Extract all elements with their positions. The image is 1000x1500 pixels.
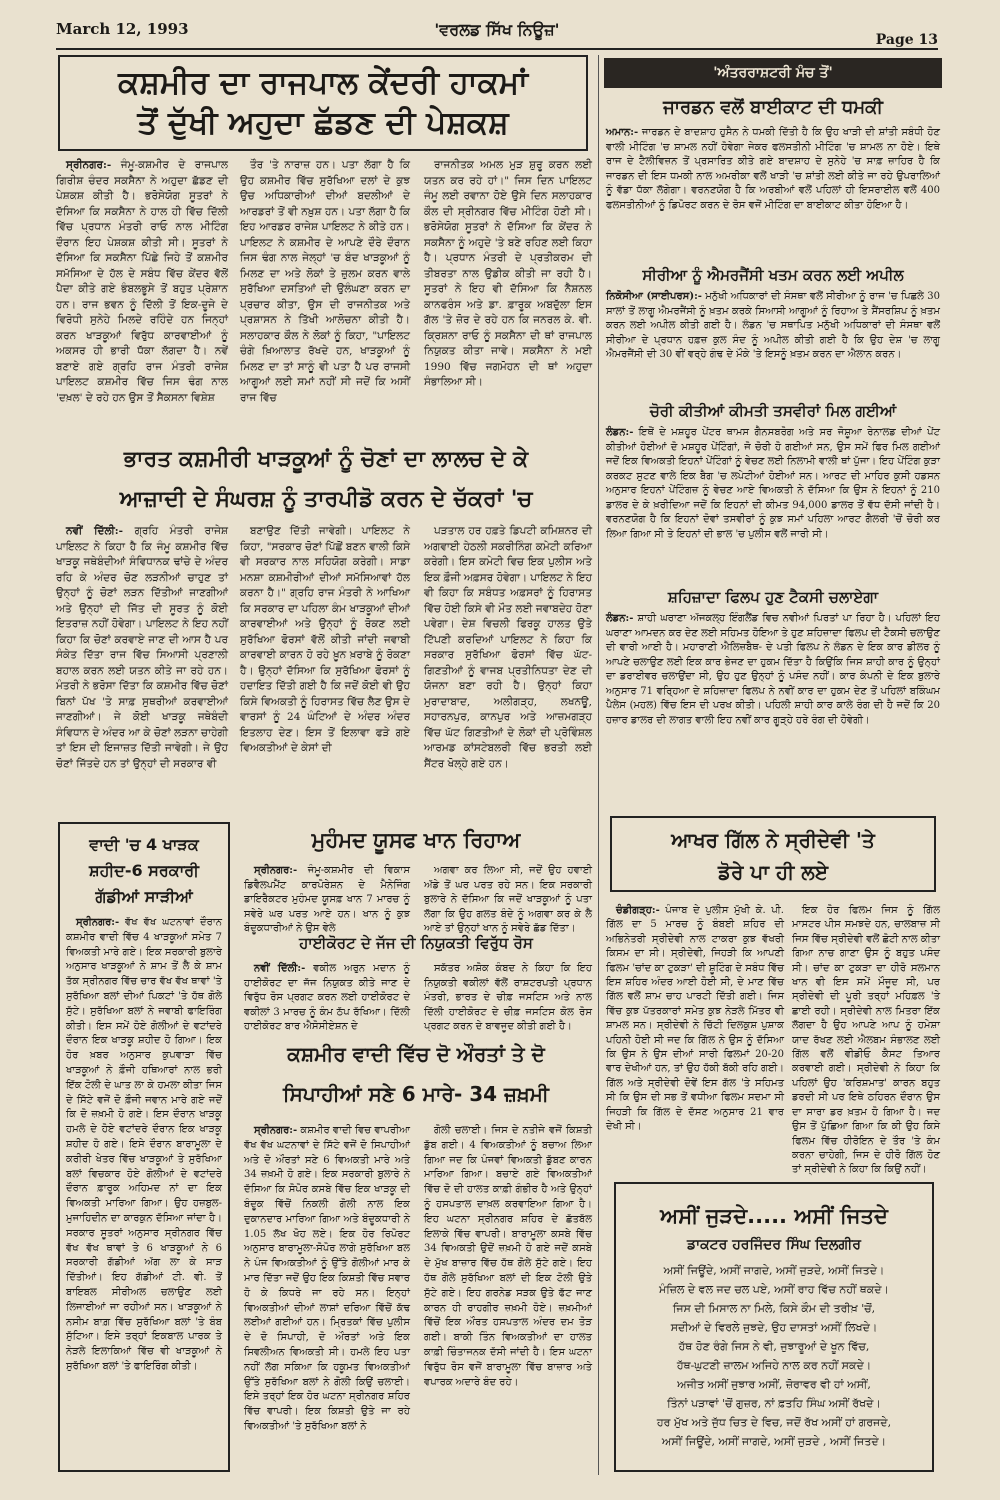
syria-dateline: ਨਿਕੋਸੀਆ (ਸਾਈਪਰਸ):- <box>606 291 702 302</box>
women-dateline: ਸ੍ਰੀਨਗਰ:- <box>254 1125 298 1136</box>
jordan-text: ਜਾਰਡਨ ਦੇ ਬਾਦਸ਼ਾਹ ਹੁਸੈਨ ਨੇ ਧਮਕੀ ਦਿੱਤੀ ਹੈ ਕਿ ਉਹ ਖਾੜੀ ਦੀ ਸ਼ਾਂਤੀ ਸਬੰਧੀ ਹੋਣ ਵਾਲੀ ਮੀਟਿੰਗ 'ਚ ਸ਼ਾਮਲ ਨਹੀਂ ਹੋਵੇਗਾ ਜੇਕਰ ਫਲਸਤੀਨੀ ਮੀਟਿੰਗ 'ਚ ਸ਼ਾਮਲ ਨਾ ਹੋਏ। ਇਥੇ ਰਾਜ ਦੇ ਟੈਲੀਵਿਜ਼ਨ ਤੋਂ ਪ੍ਰਸਾਰਿਤ ਕੀਤੇ ਗਏ ਬਾਦਸ਼ਾਹ ਦੇ ਸੁਨੇਹੇ 'ਚ ਸਾਫ਼ ਜ਼ਾਹਿਰ ਹੈ ਕਿ ਜਾਰਡਨ ਦੀ ਇਸ ਧਮਕੀ ਨਾਲ ਅਮਰੀਕਾ ਵਲੋਂ ਖਾੜੀ 'ਚ ਸ਼ਾਂਤੀ ਲਈ ਕੀਤੇ ਜਾ ਰਹੇ ਉਪਰਾਲਿਆਂ ਨੂੰ ਵੱਡਾ ਧੱਕਾ ਲੱਗੇਗਾ। ਵਰਨਣਯੋਗ ਹੈ ਕਿ ਅਰਬੀਆਂ ਵਲੋਂ ਪਹਿਲਾਂ ਹੀ ਇਸਰਾਈਲ ਵਲੋਂ 400 ਫਲਸਤੀਨੀਆਂ ਨੂੰ ਡਿਪੋਰਟ ਕਰਨ ਦੇ ਰੋਸ ਵਜੋਂ ਮੀਟਿੰਗ ਦਾ ਬਾਈਕਾਟ ਕੀਤਾ ਹੋਇਆ ਹੈ। <box>606 127 940 211</box>
yusuf-col-2 <box>424 864 592 934</box>
story2-text-1: ਗ੍ਰਹਿ ਮੰਤਰੀ ਰਾਜੇਸ਼ ਪਾਇਲਟ ਨੇ ਕਿਹਾ ਹੈ ਕਿ ਜੰਮੂ ਕਸ਼ਮੀਰ ਵਿੱਚ ਖਾੜਕੂ ਜਥੇਬੰਦੀਆਂ ਸੰਵਿਧਾਨਕ ਢਾਂਚੇ ਦੇ ਅੰਦਰ ਰਹਿ ਕੇ ਅੰਦਰ ਚੋਣ ਲੜਨੀਆਂ ਚਾਹੁਣ ਤਾਂ ਉਨ੍ਹਾਂ ਨੂੰ ਚੋਣਾਂ ਲੜਨ ਦਿੱਤੀਆਂ ਜਾਣਗੀਆਂ ਅਤੇ ਉਨ੍ਹਾਂ ਦੀ ਜਿੱਤ ਦੀ ਸੂਰਤ ਨੂੰ ਕੋਈ ਇਤਰਾਜ਼ ਨਹੀਂ ਹੋਵੇਗਾ। ਪਾਇਲਟ ਨੇ ਇਹ ਨਹੀਂ ਕਿਹਾ ਕਿ ਚੋਣਾਂ ਕਰਵਾਏ ਜਾਣ ਦੀ ਆਸ ਹੈ ਪਰ ਸੰਕੇਤ ਦਿੱਤਾ ਰਾਜ ਵਿੱਚ ਸਿਆਸੀ ਪ੍ਰਣਾਲੀ ਬਹਾਲ ਕਰਨ ਲਈ ਯਤਨ ਕੀਤੇ ਜਾ ਰਹੇ ਹਨ। ਮੰਤਰੀ ਨੇ ਭਰੋਸਾ ਦਿੱਤਾ ਕਿ ਕਸ਼ਮੀਰ ਵਿੱਚ ਚੋਣਾਂ ਬਿਨਾਂ ਪੱਖ 'ਤੇ ਸਾਫ਼ ਸੁਥਰੀਆਂ ਕਰਵਾਈਆਂ ਜਾਣਗੀਆਂ। ਜੇ ਕੋਈ ਖਾੜਕੂ ਜਥੇਬੰਦੀ ਸੰਵਿਧਾਨ ਦੇ ਅੰਦਰ ਆ ਕੇ ਚੋਣਾਂ ਲੜਨਾ ਚਾਹੇਗੀ ਤਾਂ ਇਸ ਦੀ ਇਜਾਜ਼ਤ ਦਿੱਤੀ ਜਾਵੇਗੀ। ਜੇ ਉਹ ਚੋਣਾਂ ਜਿੱਤਦੇ ਹਨ ਤਾਂ ਉਨ੍ਹਾਂ ਦੀ ਸਰਕਾਰ ਵੀ <box>56 525 228 770</box>
issue-date: March 12, 1993 <box>56 20 189 38</box>
story2-text-3: ਪੜਤਾਲ ਹਰ ਹਫ਼ਤੇ ਡਿਪਟੀ ਕਮਿਸ਼ਨਰ ਦੀ ਅਗਵਾਈ ਹੇਠਲੀ ਸਕਰੀਨਿੰਗ ਕਮੇਟੀ ਕਰਿਆ ਕਰੇਗੀ। ਇਸ ਕਮੇਟੀ ਵਿਚ ਇਕ ਪੁਲੀਸ ਅਤੇ ਇਕ ਫ਼ੌਜੀ ਅਫ਼ਸਰ ਹੋਵੇਗਾ। ਪਾਇਲਟ ਨੇ ਇਹ ਵੀ ਕਿਹਾ ਕਿ ਸਬੰਧਤ ਅਫ਼ਸਰਾਂ ਨੂੰ ਹਿਰਾਸਤ ਵਿੱਚ ਹੋਈ ਕਿਸੇ ਵੀ ਮੌਤ ਲਈ ਜਵਾਬਦੇਹ ਹੋਣਾ ਪਵੇਗਾ। ਦੇਸ਼ ਵਿਚਲੀ ਫਿਰਕੂ ਹਾਲਤ ਉਤੇ ਟਿੱਪਣੀ ਕਰਦਿਆਂ ਪਾਇਲਟ ਨੇ ਕਿਹਾ ਕਿ ਸਰਕਾਰ ਸੁਰੱਖਿਆ ਫੋਰਸਾਂ ਵਿੱਚ ਘੱਟ-ਗਿਣਤੀਆਂ ਨੂੰ ਵਾਜਬ ਪ੍ਰਤੀਨਿਧਤਾ ਦੇਣ ਦੀ ਯੋਜਨਾ ਬਣਾ ਰਹੀ ਹੈ। ਉਨ੍ਹਾਂ ਕਿਹਾ ਮੁਰਾਦਾਬਾਦ, ਅਲੀਗੜ੍ਹ, ਲਖਨਊ, ਸਹਾਰਨਪੁਰ, ਕਾਨਪੁਰ ਅਤੇ ਆਜ਼ਮਗੜ੍ਹ ਵਿੱਚ ਘੱਟ ਗਿਣਤੀਆਂ ਦੇ ਲੋਕਾਂ ਦੀ ਪ੍ਰੋਵਿੰਸ਼ਲ ਆਰਮਡ ਕਾਂਸਟੇਬਲਰੀ ਵਿੱਚ ਭਰਤੀ ਲਈ ਸੈਂਟਰ ਖੋਲ੍ਹੇ ਗਏ ਹਨ। <box>424 525 592 770</box>
gill-text-2: ਇਕ ਹੋਰ ਫਿਲਮ ਜਿਸ ਨੂੰ ਗਿੱਲ ਮਾਸਟਰ ਪੀਸ ਸਮਝਦੇ ਹਨ, ਚਾਲਬਾਜ਼ ਸੀ ਜਿਸ ਵਿੱਚ ਸ੍ਰੀਦੇਵੀ ਵਲੋਂ ਛੋਟੀ ਨਾਲ ਕੀਤਾ ਗਿਆ ਨਾਚ ਗਾਣਾ ਉਸ ਨੂੰ ਬਹੁਤ ਪਸੰਦ ਸੀ। ਚਾਂਦ ਕਾ ਟੁਕੜਾ ਦਾ ਹੀਰੋ ਸਲਮਾਨ ਖਾਨ ਵੀ ਇਸ ਸਮੇਂ ਮੌਜੂਦ ਸੀ, ਪਰ ਸ੍ਰੀਦੇਵੀ ਦੀ ਪੂਰੀ ਤਰ੍ਹਾਂ ਮਹਿਫ਼ਲ 'ਤੇ ਛਾਈ ਰਹੀ। ਸ੍ਰੀਦੇਵੀ ਨਾਲ ਮਿਤਰਾ ਇੱਕ ਲੱਗਦਾ ਹੈ ਉਹ ਆਪਣੇ ਆਪ ਨੂੰ ਹਮੇਸ਼ਾ ਯਾਦ ਰੱਖਣ ਲਈ ਐਲਬਮ ਸੰਭਾਲਣ ਲਈ ਗਿੱਲ ਵਲੋਂ ਵੀਡੀਓ ਕੈਸਟ ਤਿਆਰ ਕਰਵਾਈ ਗਈ। ਸ੍ਰੀਦੇਵੀ ਨੇ ਕਿਹਾ ਕਿ ਪਹਿਲਾਂ ਉਹ 'ਕਰਿਸ਼ਮਾਤ' ਕਾਰਨ ਬਹੁਤ ਡਰਦੀ ਸੀ ਪਰ ਇਥੇ ਠਹਿਰਨ ਦੌਰਾਨ ਉਸ ਦਾ ਸਾਰਾ ਡਰ ਖ਼ਤਮ ਹੋ ਗਿਆ ਹੈ। ਜਦ ਉਸ ਤੋਂ ਪੁੱਛਿਆ ਗਿਆ ਕਿ ਕੀ ਉਹ ਕਿਸੇ ਫਿਲਮ ਵਿੱਚ ਹੀਰੋਇਨ ਦੇ ਤੌਰ 'ਤੇ ਕੰਮ ਕਰਨਾ ਚਾਹੇਗੀ, ਜਿਸ ਦੇ ਹੀਰੋ ਗਿੱਲ ਹੋਣ ਤਾਂ ਸ੍ਰੀਦੇਵੀ ਨੇ ਕਿਹਾ ਕਿ ਕਿਉਂ ਨਹੀਂ। <box>792 905 940 1176</box>
paintings-text: ਇਥੋਂ ਦੇ ਮਸ਼ਹੂਰ ਪੇਂਟਰ ਥਾਮਸ ਗੈਨਸਬਰੋਗ ਅਤੇ ਸਰ ਜੋਸ਼ੂਆ ਰੇਨਾਲਡ ਦੀਆਂ ਪੇਂਟ ਕੀਤੀਆਂ ਹੋਈਆਂ ਦੋ ਮਸ਼ਹੂਰ ਪੇਂਟਿੰਗਾਂ, ਜੋ ਚੋਰੀ ਹੋ ਗਈਆਂ ਸਨ, ਉਸ ਸਮੇਂ ਫਿਰ ਮਿਲ ਗਈਆਂ ਜਦੋਂ ਇਕ ਵਿਅਕਤੀ ਇਹਨਾਂ ਪੇਂਟਿੰਗਾਂ ਨੂੰ ਵੇਚਣ ਲਈ ਨਿਲਾਮੀ ਵਾਲੀ ਥਾਂ ਪੁੱਜਾ। ਇਹ ਪੇਂਟਿੰਗ ਕੁੜਾ ਕਰਕਟ ਸੁਟਣ ਵਾਲੇ ਇਕ ਬੈਗ 'ਚ ਲਪੇਟੀਆਂ ਹੋਈਆਂ ਸਨ। ਆਰਟ ਦੀ ਮਾਹਿਰ ਕੁਸੀ ਹਡਸਨ ਅਨੁਸਾਰ ਇਹਨਾਂ ਪੇਂਟਿੰਗਜ਼ ਨੂੰ ਵੇਚਣ ਆਏ ਵਿਅਕਤੀ ਨੇ ਦੱਸਿਆ ਕਿ ਉਸ ਨੇ ਇਹਨਾਂ ਨੂੰ 210 ਡਾਲਰ ਦੇ ਕੇ ਖ਼ਰੀਦਿਆ ਜਦੋਂ ਕਿ ਇਹਨਾਂ ਦੀ ਕੀਮਤ 94,000 ਡਾਲਰ ਤੋਂ ਵੱਧ ਦੱਸੀ ਜਾਂਦੀ ਹੈ। ਵਰਨਣਯੋਗ ਹੈ ਕਿ ਇਹਨਾਂ ਦੋਵਾਂ ਤਸਵੀਰਾਂ ਨੂੰ ਕੁਝ ਸਮਾਂ ਪਹਿਲਾ ਆਰਟ ਗੈਲਰੀ 'ਚੋਂ ਚੋਰੀ ਕਰ ਲਿਆ ਗਿਆ ਸੀ ਤੇ ਇਹਨਾਂ ਦੀ ਭਾਲ 'ਚ ਪੁਲੀਸ ਵਲੋਂ ਜਾਰੀ ਸੀ। <box>606 427 940 540</box>
lead-dateline: ਸ੍ਰੀਨਗਰ:- <box>66 159 112 171</box>
syria-text: ਮਨੁੱਖੀ ਅਧਿਕਾਰਾਂ ਦੀ ਸੰਸਥਾ ਵਲੋਂ ਸੀਰੀਆ ਨੂੰ ਰਾਜ 'ਚ ਪਿਛਲੇ 30 ਸਾਲਾਂ ਤੋਂ ਲਾਗੂ ਐਮਰਜੈਂਸੀ ਨੂੰ ਖ਼ਤਮ ਕਰਕੇ ਸਿਆਸੀ ਆਗੂਆਂ ਨੂੰ ਰਿਹਾਅ ਤੇ ਸੈਂਸਰਸ਼ਿਪ ਨੂੰ ਖ਼ਤਮ ਕਰਨ ਲਈ ਅਪੀਲ ਕੀਤੀ ਗਈ ਹੈ। ਲੰਡਨ 'ਚ ਸਥਾਪਿਤ ਮਨੁੱਖੀ ਅਧਿਕਾਰਾਂ ਦੀ ਸੰਸਥਾ ਵਲੋਂ ਸੀਰੀਆ ਦੇ ਪ੍ਰਧਾਨ ਹਫ਼ਜ਼ ਕੁਲ ਸੰਦ ਨੂੰ ਅਪੀਲ ਕੀਤੀ ਗਈ ਹੈ ਕਿ ਉਹ ਦੇਸ਼ 'ਚ ਲਾਗੂ ਐਮਰਜੈਂਸੀ ਦੀ 30 ਵੀਂ ਵਰ੍ਹੇ ਗੰਢ ਦੇ ਮੌਕੇ 'ਤੇ ਇਸਨੂੰ ਖ਼ਤਮ ਕਰਨ ਦਾ ਐਲਾਨ ਕਰਨ। <box>606 291 940 360</box>
paintings-dateline: ਲੰਡਨ:- <box>606 427 634 438</box>
prince-text: ਸ਼ਾਹੀ ਘਰਾਣਾ ਅੱਜਕਲ੍ਹ ਇੰਗਲੈਂਡ ਵਿਚ ਨਵੀਆਂ ਪਿਰਤਾਂ ਪਾ ਰਿਹਾ ਹੈ। ਪਹਿਲਾਂ ਇਹ ਘਰਾਣਾ ਆਮਦਨ ਕਰ ਦੇਣ ਲਈ ਸਹਿਮਤ ਹੋਇਆ ਤੇ ਹੁਣ ਸ਼ਹਿਜ਼ਾਦਾ ਫਿਲਪ ਦੀ ਟੈਕਸੀ ਚਲਾਉਣ ਦੀ ਵਾਰੀ ਆਈ ਹੈ। ਮਹਾਰਾਣੀ ਐਲਿਜ਼ਬੈਥ- ਦੇ ਪਤੀ ਫਿਲਪ ਨੇ ਲੰਡਨ ਦੇ ਇਕ ਕਾਰ ਡੀਲਰ ਨੂੰ ਆਪਣੇ ਚਲਾਉਣ ਲਈ ਇਕ ਕਾਰ ਭੇਜਣ ਦਾ ਹੁਕਮ ਦਿੱਤਾ ਹੈ ਕਿਉਂਕਿ ਜਿਸ ਸ਼ਾਹੀ ਕਾਰ ਨੂੰ ਉਨ੍ਹਾਂ ਦਾ ਡਰਾਈਵਰ ਚਲਾਉਂਦਾ ਸੀ, ਉਹ ਹੁਣ ਉਨ੍ਹਾਂ ਨੂੰ ਪਸੰਦ ਨਹੀਂ। ਕਾਰ ਕੰਪਨੀ ਦੇ ਇਕ ਬੁਲਾਰੇ ਅਨੁਸਾਰ 71 ਵਰ੍ਹਿਆ ਦੇ ਸ਼ਹਿਜ਼ਾਦਾ ਫਿਲਪ ਨੇ ਨਵੀਂ ਕਾਰ ਦਾ ਹੁਕਮ ਦੇਣ ਤੋਂ ਪਹਿਲਾਂ ਬਕਿੰਘਮ ਪੈਲੇਸ (ਮਹਲ) ਵਿੱਚ ਇਸ ਦੀ ਪਰਖ ਕੀਤੀ। ਪਹਿਲੀ ਸ਼ਾਹੀ ਕਾਰ ਕਾਲੇ ਰੰਗ ਦੀ ਹੈ ਜਦੋਂ ਕਿ 20 ਹਜ਼ਾਰ ਡਾਲਰ ਦੀ ਲਾਗਤ ਵਾਲੀ ਇਹ ਨਵੀਂ ਕਾਰ ਗੂੜ੍ਹੇ ਹਰੇ ਰੰਗ ਦੀ ਹੋਵੇਗੀ। <box>606 613 940 726</box>
gill-text-1: ਪੰਜਾਬ ਦੇ ਪੁਲੀਸ ਮੁੱਖੀ ਕੇ. ਪੀ. ਗਿੱਲ ਦਾ 5 ਮਾਰਚ ਨੂੰ ਬੰਬਈ ਸ਼ਹਿਰ ਦੀ ਅਭਿਨੇਤਰੀ ਸ੍ਰੀਦੇਵੀ ਨਾਲ ਟਾਕਰਾ ਕੁਝ ਵੱਖਰੀ ਕਿਸਮ ਦਾ ਸੀ। ਸ੍ਰੀਦੇਵੀ, ਜਿਹੜੀ ਕਿ ਆਪਣੀ ਫਿਲਮ 'ਚਾਂਦ ਕਾ ਟੁਕੜਾ' ਦੀ ਸ਼ੂਟਿੰਗ ਦੇ ਸਬੰਧ ਵਿੱਚ ਇਸ ਸ਼ਹਿਰ ਅੰਦਰ ਆਈ ਹੋਈ ਸੀ, ਦੇ ਮਾਣ ਵਿੱਚ ਗਿੱਲ ਵਲੋਂ ਸ਼ਾਮ ਚਾਹ ਪਾਰਟੀ ਦਿੱਤੀ ਗਈ। ਜਿਸ ਵਿੱਚ ਕੁਝ ਪੱਤਰਕਾਰਾਂ ਸਮੇਤ ਕੁਝ ਨੇੜਲੇ ਮਿੱਤਰ ਵੀ ਸ਼ਾਮਲ ਸਨ। ਸ੍ਰੀਦੇਵੀ ਨੇ ਚਿੱਟੀ ਦਿਲਕੁਸ਼ ਪੁਸ਼ਾਕ ਪਹਿਨੀ ਹੋਈ ਸੀ ਜਦ ਕਿ ਗਿੱਲ ਨੇ ਉਸ ਨੂੰ ਦੱਸਿਆ ਕਿ ਉਸ ਨੇ ਉਸ ਦੀਆਂ ਸਾਰੀ ਫਿਲਮਾਂ 20-20 ਵਾਰ ਦੇਖੀਆਂ ਹਨ, ਤਾਂ ਉਹ ਹੱਕੀ ਬੱਕੀ ਰਹਿ ਗਈ। ਗਿੱਲ ਅਤੇ ਸ੍ਰੀਦੇਵੀ ਦੋਵੇਂ ਇਸ ਗੱਲ 'ਤੇ ਸਹਿਮਤ ਸੀ ਕਿ ਉਸ ਦੀ ਸਭ ਤੋਂ ਵਧੀਆ ਫਿਲਮ ਸਦਮਾ ਸੀ ਜਿਹੜੀ ਕਿ ਗਿੱਲ ਦੇ ਦੱਸਣ ਅਨੁਸਾਰ 21 ਵਾਰ ਦੇਖੀ ਸੀ। <box>606 905 784 1133</box>
women-text-2: ਗੋਲੀ ਚਲਾਈ। ਜਿਸ ਦੇ ਨਤੀਜੇ ਵਜੋਂ ਕਿਸ਼ਤੀ ਡੁੱਬ ਗਈ। 4 ਵਿਅਕਤੀਆਂ ਨੂੰ ਬਚਾਅ ਲਿਆ ਗਿਆ ਜਦ ਕਿ ਪੰਜਵਾਂ ਵਿਅਕਤੀ ਡੁੱਬਣ ਕਾਰਨ ਮਾਰਿਆ ਗਿਆ। ਬਚਾਏ ਗਏ ਵਿਅਕਤੀਆਂ ਵਿੱਚ ਦੋ ਦੀ ਹਾਲਤ ਕਾਫ਼ੀ ਗੰਭੀਰ ਹੈ ਅਤੇ ਉਨ੍ਹਾਂ ਨੂੰ ਹਸਪਤਾਲ ਦਾਖ਼ਲ ਕਰਵਾਇਆ ਗਿਆ ਹੈ। ਇਹ ਘਟਨਾ ਸ੍ਰੀਨਗਰ ਸ਼ਹਿਰ ਦੇ ਛੱਤਬੱਲ ਇਲਾਕੇ ਵਿੱਚ ਵਾਪਰੀ। ਬਾਰਾਮੂਲਾ ਕਸਬੇ ਵਿੱਚ 34 ਵਿਅਕਤੀ ਉਦੋਂ ਜ਼ਖ਼ਮੀ ਹੋ ਗਏ ਜਦੋਂ ਕਸਬੇ ਦੇ ਮੁੱਖ ਬਾਜ਼ਾਰ ਵਿੱਚ ਹੱਥ ਗੋਲੇ ਸੁੱਟੇ ਗਏ। ਇਹ ਹੱਥ ਗੋਲੇ ਸੁਰੱਖਿਆ ਬਲਾਂ ਦੀ ਇਕ ਟੋਲੀ ਉਤੇ ਸੁੱਟੇ ਗਏ। ਇਹ ਗਰਨੇਡ ਸੜਕ ਉਤੇ ਫੱਟ ਜਾਣ ਕਾਰਨ ਹੀ ਰਾਹਗੀਰ ਜ਼ਖ਼ਮੀ ਹੋਏ। ਜ਼ਖ਼ਮੀਆਂ ਵਿੱਚੋਂ ਇਕ ਔਰਤ ਹਸਪਤਾਲ ਅੰਦਰ ਦਮ ਤੋੜ ਗਈ। ਬਾਕੀ ਤਿੰਨ ਵਿਅਕਤੀਆਂ ਦਾ ਹਾਲਤ ਕਾਫ਼ੀ ਚਿੰਤਾਜਨਕ ਦੱਸੀ ਜਾਂਦੀ ਹੈ। ਇਸ ਘਟਨਾ ਵਿਰੁੱਧ ਰੋਸ ਵਜੋਂ ਬਾਰਾਮੂਲਾ ਵਿੱਚ ਬਾਜ਼ਾਰ ਅਤੇ ਵਪਾਰਕ ਅਦਾਰੇ ਬੰਦ ਰਹੇ। <box>424 1125 592 1388</box>
jordan-text-block <box>606 126 940 250</box>
women-headline-line1: ਕਸ਼ਮੀਰ ਵਾਦੀ ਵਿੱਚ ਦੋ ਔਰਤਾਂ ਤੇ ਦੋ <box>287 1042 545 1066</box>
poem-line: ਸਦੀਆਂ ਦੇ ਵਿਰਲੇ ਜੁਝਦੇ, ਉਹ ਦਾਸਤਾਂ ਅਸੀਂ ਲਿਖਦੇ। <box>670 1321 878 1334</box>
lead-headline-line2: ਤੋਂ ਦੁੱਖੀ ਅਹੁਦਾ ਛੱਡਣ ਦੀ ਪੇਸ਼ਕਸ਼ <box>137 105 509 141</box>
header-rule <box>56 48 938 50</box>
jordan-dateline: ਅਮਾਨ:- <box>606 127 639 138</box>
poem-line: ਹਰ ਮੁੱਖ ਅਤੇ ਜੁੱਧ ਚਿਤ ਦੇ ਵਿਚ, ਜਦੋਂ ਰੱਖ ਅਸੀਂ ਹਾਂ ਗਰਜਦੇ, <box>656 1416 892 1429</box>
lead-text-2: ਤੌਰ 'ਤੇ ਨਾਰਾਜ਼ ਹਨ। ਪਤਾ ਲੱਗਾ ਹੈ ਕਿ ਉਹ ਕਸ਼ਮੀਰ ਵਿੱਚ ਸੁਰੱਖਿਆ ਦਲਾਂ ਦੇ ਕੁਝ ਉਚ ਅਧਿਕਾਰੀਆਂ ਦੀਆਂ ਬਦਲੀਆਂ ਦੇ ਆਰਡਰਾਂ ਤੋਂ ਵੀ ਨਖ਼ੁਸ਼ ਹਨ। ਪਤਾ ਲੱਗਾ ਹੈ ਕਿ ਇਹ ਆਰਡਰ ਰਾਜੇਸ਼ ਪਾਇਲਟ ਨੇ ਕੀਤੇ ਹਨ। ਪਾਇਲਟ ਨੇ ਕਸ਼ਮੀਰ ਦੇ ਆਪਣੇ ਦੌਰੇ ਦੌਰਾਨ ਜਿਸ ਢੰਗ ਨਾਲ ਜੇਲ੍ਹਾਂ 'ਚ ਬੰਦ ਖਾੜਕੂਆਂ ਨੂੰ ਮਿਲਣ ਦਾ ਅਤੇ ਲੋਕਾਂ ਤੇ ਜ਼ੁਲਮ ਕਰਨ ਵਾਲੇ ਸੁਰੱਖਿਆ ਦਸਤਿਆਂ ਦੀ ਉਲੰਘਣਾ ਕਰਨ ਦਾ ਪ੍ਰਚਾਰ ਕੀਤਾ, ਉਸ ਦੀ ਰਾਜਨੀਤਕ ਅਤੇ ਪ੍ਰਸ਼ਾਸਨ ਨੇ ਤਿੱਖੀ ਆਲੋਚਨਾ ਕੀਤੀ ਹੈ। ਸਲਾਹਕਾਰ ਕੌਲ ਨੇ ਲੋਕਾਂ ਨੂੰ ਕਿਹਾ, "ਪਾਇਲਟ ਚੰਗੇ ਖ਼ਿਆਲਾਤ ਰੱਖਦੇ ਹਨ, ਖਾੜਕੂਆਂ ਨੂੰ ਮਿਲਣ ਦਾ ਤਾਂ ਸਾਨੂੰ ਵੀ ਪਤਾ ਹੈ ਪਰ ਰਾਜਸੀ ਆਗੂਆਂ ਲਈ ਸਮਾਂ ਨਹੀਂ ਸੀ ਜਦੋਂ ਕਿ ਅਸੀਂ ਰਾਜ ਵਿੱਚ <box>240 159 410 404</box>
poem-box <box>614 1182 934 1472</box>
prince-dateline: ਲੰਡਨ:- <box>606 613 634 624</box>
paintings-headline: ਚੋਰੀ ਕੀਤੀਆਂ ਕੀਮਤੀ ਤਸਵੀਰਾਂ ਮਿਲ ਗਈਆਂ <box>649 402 897 420</box>
judge-col-2 <box>424 962 592 1032</box>
story2-headline-line2: ਆਜ਼ਾਦੀ ਦੇ ਸੰਘਰਸ਼ ਨੂੰ ਤਾਰਪੀਡੋ ਕਰਨ ਦੇ ਚੱਕਰਾਂ 'ਚ <box>119 487 533 512</box>
story2-col-1 <box>56 524 228 814</box>
story2-col-2 <box>240 524 410 814</box>
women-text-1: ਕਸ਼ਮੀਰ ਵਾਦੀ ਵਿਚ ਵਾਪਰੀਆ ਵੱਖ ਵੱਖ ਘਟਨਾਵਾਂ ਦੇ ਸਿੱਟੇ ਵਜੋਂ ਦੋ ਸਿਪਾਹੀਆਂ ਅਤੇ ਦੋ ਔਰਤਾਂ ਸਣੇ 6 ਵਿਅਕਤੀ ਮਾਰੇ ਅਤੇ 34 ਜ਼ਖ਼ਮੀ ਹੋ ਗਏ। ਇਕ ਸਰਕਾਰੀ ਬੁਲਾਰੇ ਨੇ ਦੱਸਿਆ ਕਿ ਸੋਪੋਰ ਕਸਬੇ ਵਿੱਚ ਇਕ ਖਾੜਕੂ ਦੀ ਬੰਦੂਕ ਵਿੱਚੋਂ ਨਿਕਲੀ ਗੋਲੀ ਨਾਲ ਇਕ ਦੁਕਾਨਦਾਰ ਮਾਰਿਆ ਗਿਆ ਅਤੇ ਬੰਦੂਕਧਾਰੀ ਨੇ 1.05 ਲੱਖ ਖੋਹ ਲਏ। ਇਕ ਹੋਰ ਰਿਪੋਰਟ ਅਨੁਸਾਰ ਬਾਰਾਮੂਲਾ-ਸੋਪੋਰ ਲਾਗੇ ਸੁਰੱਖਿਆ ਬਲ ਨੇ ਪੰਜ ਵਿਅਕਤੀਆਂ ਨੂੰ ਉੱਤੇ ਗੋਲੀਆਂ ਮਾਰ ਕੇ ਮਾਰ ਦਿੱਤਾ ਜਦੋਂ ਉਹ ਇਕ ਕਿਸ਼ਤੀ ਵਿੱਚ ਸਵਾਰ ਹੋ ਕੇ ਕਿਧਰੇ ਜਾ ਰਹੇ ਸਨ। ਇਨ੍ਹਾਂ ਵਿਅਕਤੀਆਂ ਦੀਆਂ ਲਾਸ਼ਾਂ ਦਰਿਆ ਵਿੱਚੋਂ ਕੱਢ ਲਈਆਂ ਗਈਆਂ ਹਨ। ਮ੍ਰਿਤਕਾਂ ਵਿੱਚ ਪੁਲੀਸ ਦੇ ਦੋ ਸਿਪਾਹੀ, ਦੋ ਔਰਤਾਂ ਅਤੇ ਇਕ ਸਿਵਲੀਅਨ ਵਿਅਕਤੀ ਸੀ। ਹਮਲੇ ਇਹ ਪਤਾ ਨਹੀਂ ਲੱਗ ਸਕਿਆ ਕਿ ਹਕੂਮਤ ਵਿਅਕਤੀਆਂ ਉੱਤੇ ਸੁਰੱਖਿਆ ਬਲਾਂ ਨੇ ਗੋਲੀ ਕਿਉਂ ਚਲਾਈ। ਇਸੇ ਤਰ੍ਹਾਂ ਇਕ ਹੋਰ ਘਟਨਾ ਸ੍ਰੀਨਗਰ ਸ਼ਹਿਰ ਵਿੱਚ ਵਾਪਰੀ। ਇਕ ਕਿਸ਼ਤੀ ਉਤੇ ਜਾ ਰਹੇ ਵਿਅਕਤੀਆਂ 'ਤੇ ਸੁਰੱਖਿਆ ਬਲਾਂ ਨੇ <box>244 1125 410 1432</box>
poem-line: ਹੱਥ-ਘੁਟਣੀ ਜ਼ਾਲਮ ਅਜਿਹੇ ਨਾਲ ਕਰ ਨਹੀਂ ਸਕਦੇ। <box>676 1359 872 1372</box>
poem-line: ਅਸੀਂ ਜਿਊਂਦੇ, ਅਸੀਂ ਜਾਗਦੇ, ਅਸੀਂ ਜੁੜਦੇ, ਅਸੀਂ ਜਿਤਦੇ। <box>663 1264 885 1277</box>
prince-headline: ਸ਼ਹਿਜ਼ਾਦਾ ਫਿਲਪ ਹੁਣ ਟੈਕਸੀ ਚਲਾਏਗਾ <box>667 588 879 606</box>
story2-headline-line1: ਭਾਰਤ ਕਸ਼ਮੀਰੀ ਖਾੜਕੂਆਂ ਨੂੰ ਚੋਣਾਂ ਦਾ ਲਾਲਚ ਦੇ ਕੇ <box>123 447 529 472</box>
valley-text-block <box>60 910 228 1470</box>
gill-col-1 <box>606 904 784 1176</box>
gill-col-2 <box>792 904 940 1176</box>
lead-text-1: ਜੰਮੂ-ਕਸ਼ਮੀਰ ਦੇ ਰਾਜਪਾਲ ਗਿਰੀਸ਼ ਚੰਦਰ ਸਕਸੈਨਾ ਨੇ ਅਹੁਦਾ ਛੱਡਣ ਦੀ ਪੇਸ਼ਕਸ਼ ਕੀਤੀ ਹੈ। ਭਰੋਸੇਯੋਗ ਸੂਤਰਾਂ ਨੇ ਦੱਸਿਆ ਕਿ ਸਕਸੈਨਾ ਨੇ ਹਾਲ ਹੀ ਵਿੱਚ ਦਿੱਲੀ ਵਿੱਚ ਪ੍ਰਧਾਨ ਮੰਤਰੀ ਰਾਓ ਨਾਲ ਮੀਟਿੰਗ ਦੌਰਾਨ ਇਹ ਪੇਸ਼ਕਸ਼ ਕੀਤੀ ਸੀ। ਸੂਤਰਾਂ ਨੇ ਦੱਸਿਆ ਕਿ ਸਕਸੈਨਾ ਪਿੱਛੇ ਜਿਹੇ ਤੋਂ ਕਸ਼ਮੀਰ ਸਮੱਸਿਆ ਦੇ ਹੱਲ ਦੇ ਸਬੰਧ ਵਿੱਚ ਕੇਂਦਰ ਵੱਲੋਂ ਪੈਦਾ ਕੀਤੇ ਗਏ ਭੰਬਲਭੂਸੇ ਤੋਂ ਬਹੁਤ ਪ੍ਰੇਸ਼ਾਨ ਹਨ। ਰਾਜ ਭਵਨ ਨੂੰ ਦਿੱਲੀ ਤੋਂ ਇਕ-ਦੂਜੇ ਦੇ ਵਿਰੋਧੀ ਸੁਨੇਹੇ ਮਿਲਦੇ ਰਹਿੰਦੇ ਹਨ ਜਿਨ੍ਹਾਂ ਕਰਨ ਖਾੜਕੂਆਂ ਵਿਰੁੱਧ ਕਾਰਵਾਈਆਂ ਨੂੰ ਅਕਸਰ ਹੀ ਭਾਰੀ ਧੱਕਾ ਲੱਗਦਾ ਹੈ। ਨਵੇਂ ਬਣਾਏ ਗਏ ਗ੍ਰਹਿ ਰਾਜ ਮੰਤਰੀ ਰਾਜੇਸ਼ ਪਾਇਲਟ ਕਸ਼ਮੀਰ ਵਿੱਚ ਜਿਸ ਢੰਗ ਨਾਲ 'ਦਖ਼ਲ' ਦੇ ਰਹੇ ਹਨ ਉਸ ਤੋਂ ਸੈਕਸਨਾ ਵਿਸ਼ੇਸ਼ <box>56 159 228 404</box>
poem-line: ਅਸੀਂ ਜਿਊਂਦੇ, ਅਸੀਂ ਜਾਗਦੇ, ਅਸੀਂ ਜੁੜਦੇ , ਅਸੀਂ ਜਿਤਦੇ। <box>661 1435 887 1448</box>
story2-col-3 <box>424 524 592 814</box>
lead-text-3: ਰਾਜਨੀਤਕ ਅਮਲ ਮੁੜ ਸ਼ੁਰੂ ਕਰਨ ਲਈ ਯਤਨ ਕਰ ਰਹੇ ਹਾਂ।" ਜਿਸ ਦਿਨ ਪਾਇਲਟ ਜੰਮੂ ਲਈ ਰਵਾਨਾ ਹੋਏ ਉਸੇ ਦਿਨ ਸਲਾਹਕਾਰ ਕੌਲ ਦੀ ਸ੍ਰੀਨਗਰ ਵਿੱਚ ਮੀਟਿੰਗ ਹੋਣੀ ਸੀ। ਭਰੋਸੇਯੋਗ ਸੂਤਰਾਂ ਨੇ ਦੱਸਿਆ ਕਿ ਕੇਂਦਰ ਨੇ ਸਕਸੈਨਾ ਨੂੰ ਅਹੁਦੇ 'ਤੇ ਬਣੇ ਰਹਿਣ ਲਈ ਕਿਹਾ ਹੈ। ਪ੍ਰਧਾਨ ਮੰਤਰੀ ਦੇ ਪ੍ਰਤੀਕਰਮ ਦੀ ਤੀਬਰਤਾ ਨਾਲ ਉਡੀਕ ਕੀਤੀ ਜਾ ਰਹੀ ਹੈ। ਸੂਤਰਾਂ ਨੇ ਇਹ ਵੀ ਦੱਸਿਆ ਕਿ ਨੈਸ਼ਨਲ ਕਾਨਫਰੰਸ ਅਤੇ ਡਾ. ਫ਼ਾਰੂਕ ਅਬਦੁੱਲਾ ਇਸ ਗੱਲ 'ਤੇ ਜ਼ੋਰ ਦੇ ਰਹੇ ਹਨ ਕਿ ਜਨਰਲ ਕੇ. ਵੀ. ਕ੍ਰਿਸ਼ਨਾ ਰਾਓ ਨੂੰ ਸਕਸੈਨਾ ਦੀ ਥਾਂ ਰਾਜਪਾਲ ਨਿਯੁਕਤ ਕੀਤਾ ਜਾਵੇ। ਸਕਸੈਨਾ ਨੇ ਮਈ 1990 ਵਿੱਚ ਜਗਮੋਹਨ ਦੀ ਥਾਂ ਅਹੁਦਾ ਸੰਭਾਲਿਆ ਸੀ। <box>424 159 592 388</box>
poem-author: ਡਾਕਟਰ ਹਰਜਿੰਦਰ ਸਿੰਘ ਦਿਲਗੀਰ <box>687 1237 861 1253</box>
story2-text-2: ਬਣਾਉਣ ਦਿੱਤੀ ਜਾਵੇਗੀ। ਪਾਇਲਟ ਨੇ ਕਿਹਾ, "ਸਰਕਾਰ ਚੋਣਾਂ ਪਿੱਛੋਂ ਬਣਨ ਵਾਲੀ ਕਿਸੇ ਵੀ ਸਰਕਾਰ ਨਾਲ ਸਹਿਯੋਗ ਕਰੇਗੀ। ਸਾਡਾ ਮਨਸ਼ਾ ਕਸ਼ਮੀਰੀਆਂ ਦੀਆਂ ਸਮੱਸਿਆਵਾਂ ਹੱਲ ਕਰਨਾ ਹੈ।" ਗ੍ਰਹਿ ਰਾਜ ਮੰਤਰੀ ਨੇ ਆਖਿਆ ਕਿ ਸਰਕਾਰ ਦਾ ਪਹਿਲਾ ਕੰਮ ਖਾੜਕੂਆਂ ਦੀਆਂ ਕਾਰਵਾਈਆਂ ਅਤੇ ਉਨ੍ਹਾਂ ਨੂੰ ਰੋਕਣ ਲਈ ਸੁਰੱਖਿਆ ਫੋਰਸਾਂ ਵੱਲੋਂ ਕੀਤੀ ਜਾਂਦੀ ਜਵਾਬੀ ਕਾਰਵਾਈ ਕਾਰਨ ਹੋ ਰਹੇ ਖ਼ੂਨ ਖ਼ਰਾਬੇ ਨੂੰ ਰੋਕਣਾ ਹੈ। ਉਨ੍ਹਾਂ ਦੱਸਿਆ ਕਿ ਸੁਰੱਖਿਆ ਫੋਰਸਾਂ ਨੂੰ ਹਦਾਇਤ ਦਿੱਤੀ ਗਈ ਹੈ ਕਿ ਜਦੋਂ ਕੋਈ ਵੀ ਉਹ ਕਿਸੇ ਵਿਅਕਤੀ ਨੂੰ ਹਿਰਾਸਤ ਵਿੱਚ ਲੈਣ ਉਸ ਦੇ ਵਾਰਸਾਂ ਨੂੰ 24 ਘੰਟਿਆਂ ਦੇ ਅੰਦਰ ਅੰਦਰ ਇਤਲਾਹ ਦੇਣ। ਇਸ ਤੋਂ ਇਲਾਵਾ ਫੜੇ ਗਏ ਵਿਅਕਤੀਆਂ ਦੇ ਕੇਸਾਂ ਦੀ <box>240 525 410 754</box>
poem-line: ਜਿਸ ਦੀ ਮਿਸਾਲ ਨਾ ਮਿਲੇ, ਕਿਸੇ ਕੌਮ ਦੀ ਤਰੀਖ਼ 'ਚੋਂ, <box>672 1302 876 1315</box>
judge-text-1: ਵਕੀਲ ਅਰੁਨ ਮਦਾਨ ਨੂੰ ਹਾਈਕੋਰਟ ਦਾ ਜੱਜ ਨਿਯੁਕਤ ਕੀਤੇ ਜਾਣ ਦੇ ਵਿਰੁੱਧ ਰੋਸ ਪ੍ਰਗਟ ਕਰਨ ਲਈ ਹਾਈਕੋਰਟ ਦੇ ਵਕੀਲਾਂ 3 ਮਾਰਚ ਨੂੰ ਕੰਮ ਠੱਪ ਰੱਖਿਆ। ਦਿੱਲੀ ਹਾਈਕੋਰਟ ਬਾਰ ਐਸੋਸੀਏਸ਼ਨ ਦੇ <box>244 963 410 1032</box>
page-number: Page 13 <box>875 32 938 48</box>
women-headline <box>240 1034 592 1114</box>
syria-headline: ਸੀਰੀਆ ਨੂੰ ਐਮਰਜੈਂਸੀ ਖਤਮ ਕਰਨ ਲਈ ਅਪੀਲ <box>642 266 904 284</box>
women-col-2 <box>424 1124 592 1474</box>
poem-line: ਅਜੀਤ ਅਸੀਂ ਜੁਝਾਰ ਅਸੀਂ, ਜ਼ੋਰਾਵਰ ਵੀ ਹਾਂ ਅਸੀਂ, <box>677 1378 871 1391</box>
paintings-text-block <box>606 426 940 578</box>
yusuf-dateline: ਸ੍ਰੀਨਗਰ:- <box>254 865 298 876</box>
poem-title: ਅਸੀਂ ਜੁੜਦੇ..... ਅਸੀਂ ਜਿਤਦੇ <box>660 1204 888 1228</box>
valley-headline-line3: ਗੱਡੀਆਂ ਸਾੜੀਆਂ <box>95 887 193 906</box>
column-divider <box>598 55 599 1475</box>
syria-text-block <box>606 290 940 386</box>
lead-headline-line1: ਕਸ਼ਮੀਰ ਦਾ ਰਾਜਪਾਲ ਕੇਂਦਰੀ ਹਾਕਮਾਂ <box>118 65 528 101</box>
judge-dateline: ਨਵੀਂ ਦਿੱਲੀ:- <box>254 963 306 974</box>
valley-headline-line1: ਵਾਦੀ 'ਚ 4 ਖਾੜਕ <box>89 835 199 854</box>
women-headline-line2: ਸਿਪਾਹੀਆਂ ਸਣੇ 6 ਮਾਰੇ- 34 ਜ਼ਖ਼ਮੀ <box>283 1082 549 1106</box>
lead-col-2 <box>240 158 410 430</box>
yusuf-headline: ਮੁਹੰਮਦ ਯੂਸਫ ਖਾਨ ਰਿਹਾਅ <box>311 828 521 852</box>
poem-line: ਮੰਜ਼ਿਲ ਦੇ ਵਲ ਜਦ ਚਲ ਪਏ, ਅਸੀਂ ਰਾਹ ਵਿੱਚ ਨਹੀਂ ਥਕਦੇ। <box>659 1283 889 1296</box>
yusuf-col-1 <box>244 864 410 934</box>
page-header <box>56 18 938 52</box>
valley-box <box>58 822 230 1472</box>
lead-col-3 <box>424 158 592 430</box>
lead-headline <box>58 55 588 151</box>
gill-headline-box <box>610 816 936 892</box>
valley-headline-line2: ਸ਼ਹੀਦ-6 ਸਰਕਾਰੀ <box>88 861 200 880</box>
poem-line: ਤਿੰਨਾਂ ਪੜਾਵਾਂ 'ਚੋਂ ਗੁਜ਼ਰ, ਨਾਂ ਫ਼ਤਹਿ ਸਿੰਘ ਅਸੀਂ ਰੱਖਦੇ। <box>667 1397 881 1410</box>
judge-col-1 <box>244 962 410 1032</box>
lead-col-1 <box>56 158 228 430</box>
gill-headline-line1: ਆਖਰ ਗਿੱਲ ਨੇ ਸ੍ਰੀਦੇਵੀ 'ਤੇ <box>671 828 875 852</box>
women-col-1 <box>244 1124 410 1474</box>
jordan-headline: ਜਾਰਡਨ ਵਲੋਂ ਬਾਈਕਾਟ ਦੀ ਧਮਕੀ <box>663 97 883 118</box>
gill-headline-line2: ਡੋਰੇ ਪਾ ਹੀ ਲਏ <box>717 860 829 884</box>
prince-text-block <box>606 612 940 808</box>
international-banner: 'ਅੰਤਰਰਾਸ਼ਟਰੀ ਮੰਚ ਤੋਂ' <box>604 58 942 88</box>
valley-dateline: ਸ੍ਰੀਨਗਰ:- <box>76 917 120 928</box>
judge-text-2: ਸਕੱਤਰ ਅਸ਼ੋਕ ਕੰਬਦ ਨੇ ਕਿਹਾ ਕਿ ਇਹ ਨਿਯੁਕਤੀ ਵਕੀਲਾਂ ਵੱਲੋਂ ਰਾਸ਼ਟਰਪਤੀ ਪ੍ਰਧਾਨ ਮੰਤਰੀ, ਭਾਰਤ ਦੇ ਚੀਫ਼ ਜਸਟਿਸ ਅਤੇ ਨਾਲ ਦਿੱਲੀ ਹਾਈਕੋਰਟ ਦੇ ਚੀਫ਼ ਜਸਟਿਸ ਕੋਲ ਰੋਸ ਪ੍ਰਗਟ ਕਰਨ ਦੇ ਬਾਵਜੂਦ ਕੀਤੀ ਗਈ ਹੈ। <box>424 963 592 1032</box>
story2-headline <box>56 440 596 520</box>
yusuf-text-1: ਜੰਮੂ-ਕਸ਼ਮੀਰ ਦੀ ਵਿਕਾਸ ਡਿਵੈਲਪਮੈਂਟ ਕਾਰਪੋਰੇਸ਼ਨ ਦੇ ਮੈਨੇਜਿੰਗ ਡਾਇਰੈਕਟਰ ਮੁਹੰਮਦ ਯੂਸਫ਼ ਖਾਨ 7 ਮਾਰਚ ਨੂੰ ਸਵੇਰੇ ਘਰ ਪਰਤ ਆਏ ਹਨ। ਖਾਨ ਨੂੰ ਕੁਝ ਬੰਦੂਕਧਾਰੀਆਂ ਨੇ ਉਸ ਵੇਲੇ <box>244 865 410 934</box>
valley-text: ਵੱਖ ਵੱਖ ਘਟਨਾਵਾਂ ਦੌਰਾਨ ਕਸ਼ਮੀਰ ਵਾਦੀ ਵਿੱਚ 4 ਖਾੜਕੂਆਂ ਸਮੇਤ 7 ਵਿਅਕਤੀ ਮਾਰੇ ਗਏ। ਇਕ ਸਰਕਾਰੀ ਬੁਲਾਰੇ ਅਨੁਸਾਰ ਖਾੜਕੂਆਂ ਨੇ ਸ਼ਾਮ ਤੋਂ ਲੈ ਕੇ ਸ਼ਾਮ ਤੱਕ ਸ੍ਰੀਨਗਰ ਵਿੱਚ ਚਾਰ ਵੱਖ ਵੱਖ ਥਾਵਾਂ 'ਤੇ ਸੁਰੱਖਿਆ ਬਲਾਂ ਦੀਆਂ ਪਿਕਟਾਂ 'ਤੇ ਹੱਥ ਗੋਲੇ ਸੁੱਟੇ। ਸੁਰੱਖਿਆ ਬਲਾਂ ਨੇ ਜਵਾਬੀ ਫਾਇਰਿੰਗ ਕੀਤੀ। ਇਸ ਸਮੇਂ ਹੋਏ ਗੋਲੀਆਂ ਦੇ ਵਟਾਂਦਰੇ ਦੌਰਾਨ ਇਕ ਖਾੜਕੂ ਸ਼ਹੀਦ ਹੋ ਗਿਆ। ਇਕ ਹੋਰ ਖ਼ਬਰ ਅਨੁਸਾਰ ਕੁਪਵਾੜਾ ਵਿੱਚ ਖਾੜਕੂਆਂ ਨੇ ਫ਼ੌਜੀ ਹਥਿਆਰਾਂ ਨਾਲ ਭਰੀ ਇੱਕ ਟੋਲੀ ਦੇ ਘਾਤ ਲਾ ਕੇ ਹਮਲਾ ਕੀਤਾ ਜਿਸ ਦੇ ਸਿੱਟੇ ਵਜੋਂ ਦੋ ਫ਼ੌਜੀ ਜਵਾਨ ਮਾਰੇ ਗਏ ਜਦੋਂ ਕਿ ਦੋ ਜ਼ਖ਼ਮੀ ਹੋ ਗਏ। ਇਸ ਦੌਰਾਨ ਖਾੜਕੂ ਹਮਲੇ ਦੇ ਹੋਏ ਵਟਾਂਦਰੇ ਦੌਰਾਨ ਇਕ ਖਾੜਕੂ ਸ਼ਹੀਦ ਹੋ ਗਏ। ਇਸੇ ਦੌਰਾਨ ਬਾਰਾਮੂਲਾ ਦੇ ਕਰੀਰੀ ਖੇਤਰ ਵਿੱਚ ਖਾੜਕੂਆਂ ਤੇ ਸੁਰੱਖਿਆ ਬਲਾਂ ਵਿਚਕਾਰ ਹੋਏ ਗੋਲੀਆਂ ਦੇ ਵਟਾਂਦਰੇ ਦੌਰਾਨ ਫ਼ਾਰੂਕ ਅਹਿਮਦ ਨਾਂ ਦਾ ਇਕ ਵਿਅਕਤੀ ਮਾਰਿਆ ਗਿਆ। ਉਹ ਹਜ਼ਬੁਲ-ਮੁਜਾਹਿਦੀਨ ਦਾ ਕਾਰਕੁਨ ਦੱਸਿਆ ਜਾਂਦਾ ਹੈ। ਸਰਕਾਰ ਸੂਤਰਾਂ ਅਨੁਸਾਰ ਸ੍ਰੀਨਗਰ ਵਿੱਚ ਵੱਖ ਵੱਖ ਥਾਵਾਂ ਤੇ 6 ਖਾੜਕੂਆਂ ਨੇ 6 ਸਰਕਾਰੀ ਗੱਡੀਆਂ ਅੱਗ ਲਾ ਕੇ ਸਾੜ ਦਿੱਤੀਆਂ। ਇਹ ਗੱਡੀਆਂ ਟੀ. ਵੀ. ਤੋਂ ਬਾਇਬਲ ਸੀਰੀਅਲ ਚਲਾਉਣ ਲਈ ਲਿਜਾਈਆਂ ਜਾ ਰਹੀਆਂ ਸਨ। ਖਾੜਕੂਆਂ ਨੇ ਨਸੀਮ ਬਾਗ਼ ਵਿੱਚ ਸੁਰੱਖਿਆ ਬਲਾਂ 'ਤੇ ਬੰਬ ਸੁੱਟਿਆ। ਇਸੇ ਤਰ੍ਹਾਂ ਇਕਬਾਲ ਪਾਰਕ ਤੇ ਨੇੜਲੇ ਇਲਾਕਿਆਂ ਵਿੱਚ ਵੀ ਖਾੜਕੂਆਂ ਨੇ ਸੁਰੱਖਿਆ ਬਲਾਂ 'ਤੇ ਫਾਇਰਿੰਗ ਕੀਤੀ। <box>66 917 222 1372</box>
gill-dateline: ਚੰਡੀਗੜ੍ਹ:- <box>616 905 660 916</box>
judge-headline: ਹਾਈਕੋਰਟ ਦੇ ਜੱਜ ਦੀ ਨਿਯੁਕਤੀ ਵਿਰੁੱਧ ਰੋਸ <box>299 934 533 952</box>
yusuf-text-2: ਅਗਵਾ ਕਰ ਲਿਆ ਸੀ, ਜਦੋਂ ਉਹ ਹਵਾਈ ਅੱਡੇ ਤੋਂ ਘਰ ਪਰਤ ਰਹੇ ਸਨ। ਇਕ ਸਰਕਾਰੀ ਬੁਲਾਰੇ ਨੇ ਦੱਸਿਆ ਕਿ ਜਦੋਂ ਖਾੜਕੂਆਂ ਨੂੰ ਪਤਾ ਲੱਗਾ ਕਿ ਉਹ ਗਲਤ ਬੰਦੇ ਨੂੰ ਅਗਵਾ ਕਰ ਕੇ ਲੈ ਆਏ ਤਾਂ ਉਨ੍ਹਾਂ ਖਾਨ ਨੂੰ ਸਵੇਰੇ ਛੱਡ ਦਿੱਤਾ। <box>424 865 592 934</box>
poem-line: ਹੱਥ ਹੋਣ ਰੰਗੇ ਜਿਸ ਨੇ ਵੀ, ਜੁਝਾਰੂਆਂ ਦੇ ਖੂਨ ਵਿੱਚ, <box>678 1340 870 1353</box>
story2-dateline: ਨਵੀਂ ਦਿੱਲੀ:- <box>66 525 123 537</box>
newspaper-name: 'ਵਰਲਡ ਸਿੱਖ ਨਿਊਜ਼' <box>434 20 560 39</box>
